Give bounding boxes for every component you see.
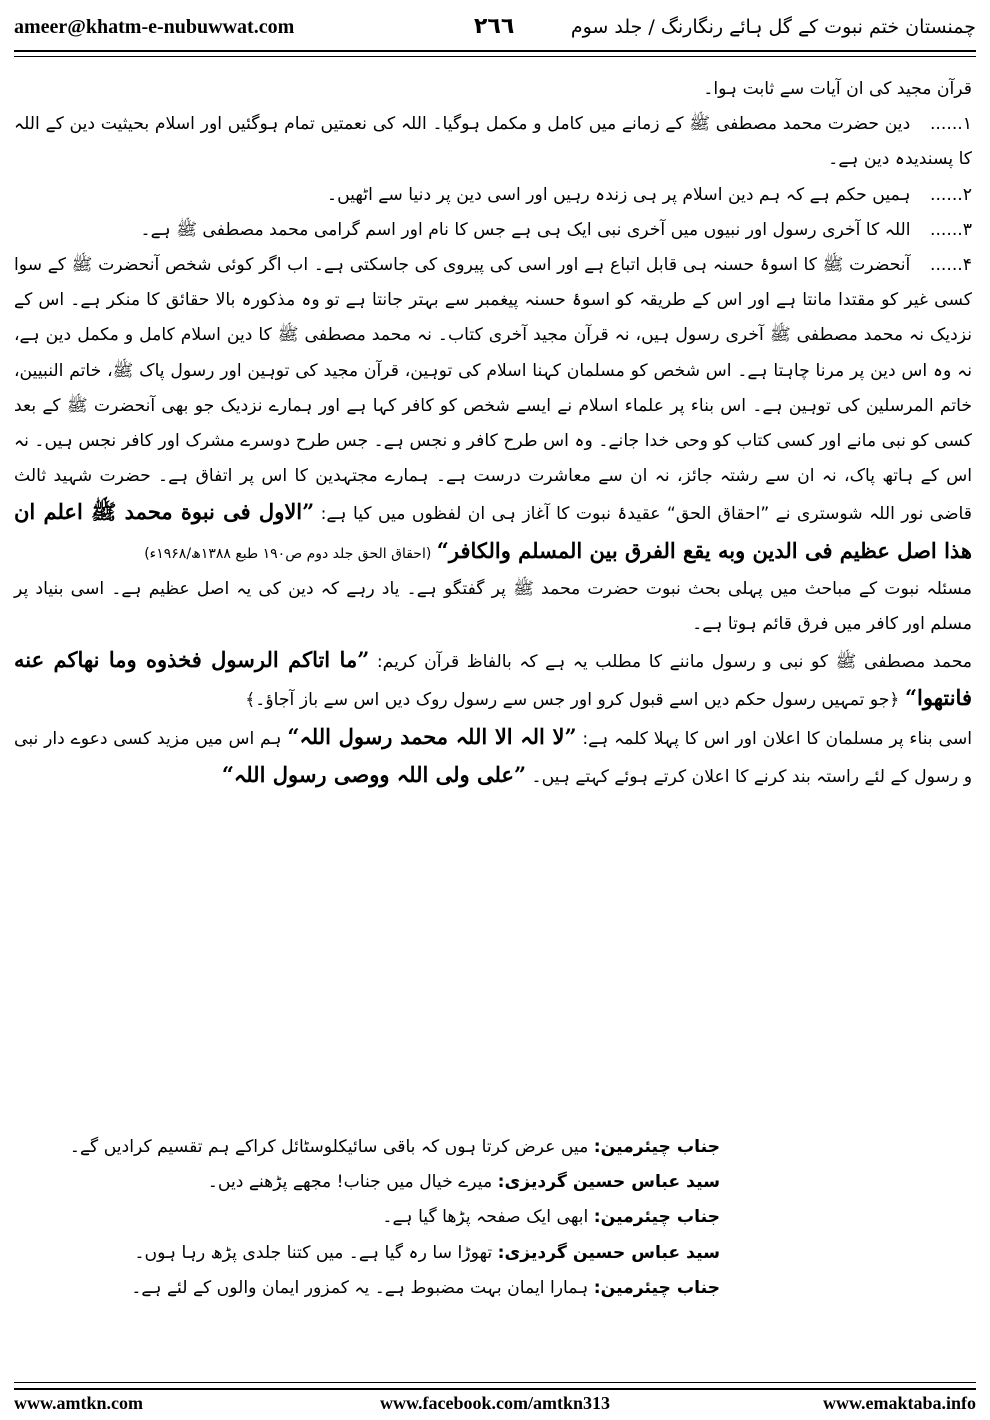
point-number: ۴...... xyxy=(929,255,972,276)
dialogue-section xyxy=(70,1130,720,1306)
footer-link-facebook[interactable]: www.facebook.com/amtkn313 xyxy=(380,1393,610,1413)
arabic-quote: ”الاول فی نبوة محمد ﷺ اعلم ان هذا اصل عظيم فی الدين وبه يقع الفرق بين المسلم والكافر“ xyxy=(14,499,972,563)
paragraph-text: اسی بناء پر مسلمان کا اعلان اور اس کا پہلا کلمہ ہے: xyxy=(582,728,973,749)
speech: ابھی ایک صفحہ پڑھا گیا ہے۔ xyxy=(382,1207,589,1228)
point-3 xyxy=(14,213,972,248)
kalima-quote: ”لا الہ الا اللہ محمد رسول اللہ“ xyxy=(287,723,577,749)
page-header xyxy=(14,8,976,44)
point-text: آنحضرت ﷺ کا اسوۂ حسنہ ہی قابل اتباع ہے اور اسی کی پیروی کی جاسکتی ہے۔ اب اگر کوئی شخص آنحضرت ﷺ کے سوا کسی غیر کو مقتدا مانتا ہے اور اس کے طریقہ کو اسوۂ حسنہ پیغمبر سے بہتر جانتا ہے تو وہ مذکورہ بالا حقائق کا منکر ہے۔ اس کے نزدیک نہ محمد مصطفی ﷺ آخری رسول ہیں، نہ قرآن مجید آخری کتاب۔ نہ محمد مصطفی ﷺ کا دین اسلام کامل و مکمل دین ہے، نہ وہ اس دین پر مرنا چاہتا ہے۔ اس شخص کو مسلمان کہنا اسلام کی توہین، قرآن مجید کی توہین اور رسول پاک ﷺ، خاتم النبیین، خاتم المرسلین کی توہین ہے۔ اس بناء پر علماء اسلام نے ایسے شخص کو کافر کہا ہے اور ہمارے نزدیک جو بھی آنحضرت ﷺ کے بعد کسی کو نبی مانے اور کسی کتاب کو وحی خدا جانے۔ وہ اس طرح کافر و نجس ہے۔ جس طرح دوسرے مشرک اور کافر نجس ہیں۔ نہ اس کے ہاتھ پاک، نہ ان سے رشتہ جائز، نہ ان سے معاشرت درست ہے۔ ہمارے مجتہدین کا اس پر اتفاق ہے۔ حضرت شہید ثالث قاضی نور اللہ شوستری نے ”احقاق الحق“ عقیدۂ نبوت کا آغاز ہی ان لفظوں میں کیا ہے: xyxy=(14,255,973,525)
dialogue-line xyxy=(70,1200,720,1235)
speaker: سید عباس حسین گردیزی: xyxy=(497,1172,720,1193)
speech: تھوڑا سا رہ گیا ہے۔ میں کتنا جلدی پڑھ رہا ہوں۔ xyxy=(134,1242,493,1263)
header-rule xyxy=(14,50,976,52)
paragraph-text: ہم اس میں مزید کسی دعوے دار نبی و رسول کے لئے راستہ بند کرنے کا اعلان کرتے ہوئے کہتے ہیں۔ xyxy=(14,728,972,787)
dialogue-line xyxy=(70,1165,720,1200)
point-text: دین حضرت محمد مصطفی ﷺ کے زمانے میں کامل و مکمل ہوگیا۔ اللہ کی نعمتیں تمام ہوگئیں اور اسلام بحیثیت دین کے اللہ کا پسندیدہ دین ہے۔ xyxy=(14,114,972,170)
intro-line: قرآن مجید کی ان آیات سے ثابت ہوا۔ xyxy=(703,79,972,99)
point-1 xyxy=(14,107,972,177)
point-number: ۳...... xyxy=(929,219,972,240)
page-body xyxy=(14,72,972,795)
book-title: چمنستان ختم نبوت کے گل ہائے رنگارنگ / جلد سوم xyxy=(570,16,976,38)
arabic-verse: ”ما اتاکم الرسول فخذوه وما نهاکم عنه فانتهوا“ xyxy=(14,647,972,711)
speaker: سید عباس حسین گردیزی: xyxy=(497,1242,720,1263)
speaker: جناب چیئرمین: xyxy=(593,1207,720,1228)
point-number: ۱...... xyxy=(929,114,972,135)
speech: میں عرض کرتا ہوں کہ باقی سائیکلوسٹائل کراکے ہم تقسیم کرادیں گے۔ xyxy=(69,1137,589,1157)
footer-link-amtkn[interactable]: www.amtkn.com xyxy=(14,1393,143,1413)
kalima-addition: ”علی ولی اللہ ووصی رسول اللہ“ xyxy=(221,761,527,787)
speaker: جناب چیئرمین: xyxy=(593,1277,720,1298)
citation: (احقاق الحق جلد دوم ص۱۹۰ طبع ۱۳۸۸ھ/۱۹۶۸ء) xyxy=(144,545,432,562)
point-text: اللہ کا آخری رسول اور نبیوں میں آخری نبی ایک ہی ہے جس کا نام اور اسم گرامی محمد مصطفی ﷺ ہے۔ xyxy=(140,219,911,240)
paragraph-4 xyxy=(14,719,972,795)
point-4 xyxy=(14,248,972,572)
point-2 xyxy=(14,178,972,213)
footer-rule-thin xyxy=(14,1382,976,1383)
footer-link-emaktaba[interactable]: www.emaktaba.info xyxy=(822,1393,976,1413)
dialogue-line xyxy=(70,1130,720,1165)
speech: میرے خیال میں جناب! مجھے پڑھنے دیں۔ xyxy=(207,1172,493,1193)
dialogue-line xyxy=(70,1236,720,1271)
verse-translation: ﴿جو تمہیں رسول حکم دیں اسے قبول کرو اور جس سے رسول روک دیں اس سے باز آجاؤ۔﴾ xyxy=(245,690,900,711)
paragraph-3 xyxy=(14,642,972,718)
page-number: ٢٦٦ xyxy=(474,14,515,39)
dialogue-line xyxy=(70,1271,720,1306)
header-email[interactable]: ameer@khatm-e-nubuwwat.com xyxy=(14,16,295,38)
header-rule-thin xyxy=(14,56,976,57)
speech: ہمارا ایمان بہت مضبوط ہے۔ یہ کمزور ایمان والوں کے لئے ہے۔ xyxy=(131,1277,589,1298)
speaker: جناب چیئرمین: xyxy=(593,1137,720,1157)
footer-rule xyxy=(14,1388,976,1390)
point-text: ہمیں حکم ہے کہ ہم دین اسلام پر ہی زندہ رہیں اور اسی دین پر دنیا سے اٹھیں۔ xyxy=(327,184,911,205)
paragraph-text: محمد مصطفی ﷺ کو نبی و رسول ماننے کا مطلب یہ ہے کہ بالفاظ قرآن کریم: xyxy=(376,652,972,673)
paragraph-2: مسئلہ نبوت کے مباحث میں پہلی بحث نبوت حضرت محمد ﷺ پر گفتگو ہے۔ یاد رہے کہ دین کی یہ اصل عظیم ہے۔ اسی بنیاد پر مسلم اور کافر میں فرق قائم ہوتا ہے۔ xyxy=(14,578,972,635)
point-number: ۲...... xyxy=(929,184,972,205)
page-footer xyxy=(14,1393,976,1415)
